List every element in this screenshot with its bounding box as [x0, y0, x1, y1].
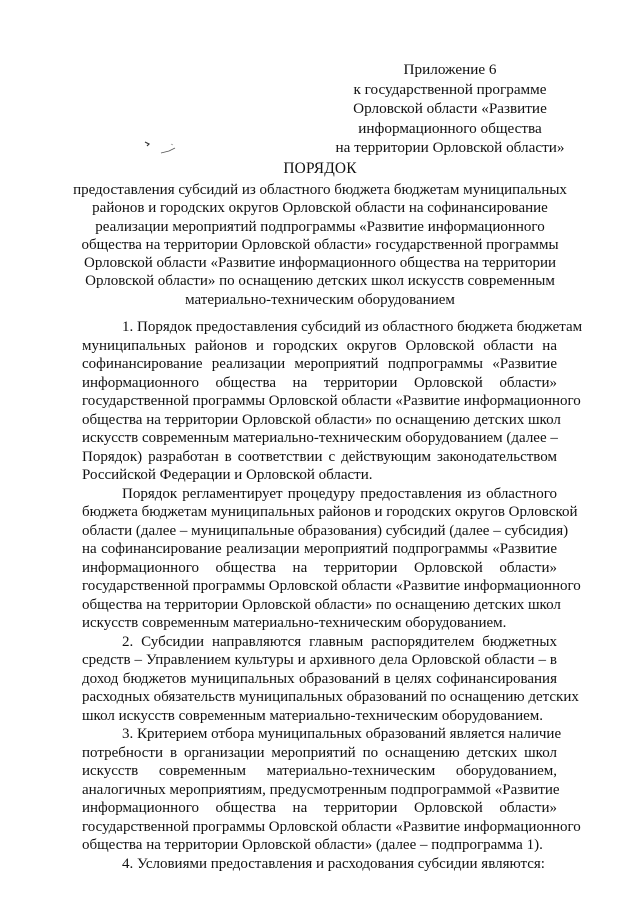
paragraph-1 — [82, 318, 583, 485]
text-line: школ искусств современным материально-техническим оборудованием. — [82, 707, 544, 724]
text-line: софинансирование реализации мероприятий подпрограммы «Развитие — [82, 356, 557, 372]
subtitle-line: общества на территории Орловской области» государственной программы — [81, 236, 559, 253]
subtitle-line: Орловской области «Развитие информационного общества на территории — [83, 255, 557, 272]
text-line: государственной программы Орловской области «Развитие информационного — [82, 818, 581, 835]
appendix-line: Орловской области «Развитие — [353, 100, 547, 118]
paragraph-4 — [82, 725, 581, 855]
subtitle-line: Орловской области» по оснащению детских школ искусств современным — [85, 273, 555, 290]
text-line: расходных обязательств муниципальных образований по оснащению детских — [82, 689, 579, 705]
text-line: муниципальных районов и городских округов Орловской области на — [82, 337, 557, 354]
text-line: Российской Федерации и Орловской области. — [82, 467, 373, 483]
text-line: 1. Порядок предоставления субсидий из областного бюджета бюджетам — [122, 319, 583, 335]
subtitle-line: материально-техническим оборудованием — [185, 291, 455, 308]
text-line: доход бюджетов муниципальных образований в целях софинансирования — [82, 670, 557, 687]
text-line: бюджета бюджетам муниципальных районов и городских округов Орловской — [82, 504, 578, 520]
text-line: общества на территории Орловской области» по оснащению детских школ — [82, 596, 561, 613]
paragraph-3 — [82, 633, 579, 726]
text-line: общества на территории Орловской области» по оснащению детских школ — [82, 411, 561, 428]
text-line: 2. Субсидии направляются главным распорядителем бюджетных — [122, 633, 557, 650]
subtitle-line: реализации мероприятий подпрограммы «Развитие информационного — [95, 218, 545, 235]
appendix-header — [300, 60, 600, 158]
text-line: области (далее – муниципальные образования) субсидий (далее – субсидия) — [82, 522, 569, 539]
text-line: искусств современным материально-техническим оборудованием. — [82, 615, 507, 631]
text-line: средств – Управлением культуры и архивного дела Орловской области – в — [82, 652, 557, 668]
text-line: искусств современным материально-техническим оборудованием (далее – — [82, 430, 558, 446]
subtitle-line: районов и городских округов Орловской области на софинансирование — [92, 200, 548, 217]
appendix-line: информационного общества — [358, 119, 542, 137]
document-title: ПОРЯДОК — [283, 160, 357, 177]
text-line: государственной программы Орловской области «Развитие информационного — [82, 393, 581, 409]
text-line: 3. Критерием отбора муниципальных образований является наличие — [122, 726, 562, 742]
text-line: информационного общества на территории Орловской области» — [82, 800, 557, 816]
appendix-line: на территории Орловской области» — [335, 139, 565, 157]
text-line: общества на территории Орловской области» (далее – подпрограмма 1). — [82, 837, 543, 853]
appendix-line: к государственной программе — [353, 80, 547, 98]
text-line: потребности в организации мероприятий по оснащению детских школ — [82, 744, 557, 761]
text-line: информационного общества на территории Орловской области» — [82, 559, 557, 576]
paragraph-5 — [82, 855, 557, 874]
paragraph-2 — [82, 485, 581, 633]
text-line: искусств современным материально-техническим оборудованием, — [82, 763, 557, 779]
document-body — [82, 318, 583, 873]
text-line: информационного общества на территории Орловской области» — [82, 374, 557, 391]
text-line: аналогичных мероприятиям, предусмотренным подпрограммой «Развитие — [82, 781, 560, 798]
text-line: государственной программы Орловской области «Развитие информационного — [82, 578, 581, 594]
text-line: Порядок) разработан в соответствии с действующим законодательством — [82, 448, 557, 465]
appendix-line: Приложение 6 — [403, 61, 497, 78]
subtitle-line: предоставления субсидий из областного бюджета бюджетам муниципальных — [73, 182, 567, 198]
document-subtitle — [70, 181, 570, 309]
text-line: на софинансирование реализации мероприятий подпрограммы «Развитие — [82, 541, 557, 557]
scan-artifact-mark — [143, 138, 193, 158]
text-line: 4. Условиями предоставления и расходования субсидии являются: — [122, 855, 545, 872]
text-line: Порядок регламентирует процедуру предоставления из областного — [122, 485, 557, 502]
